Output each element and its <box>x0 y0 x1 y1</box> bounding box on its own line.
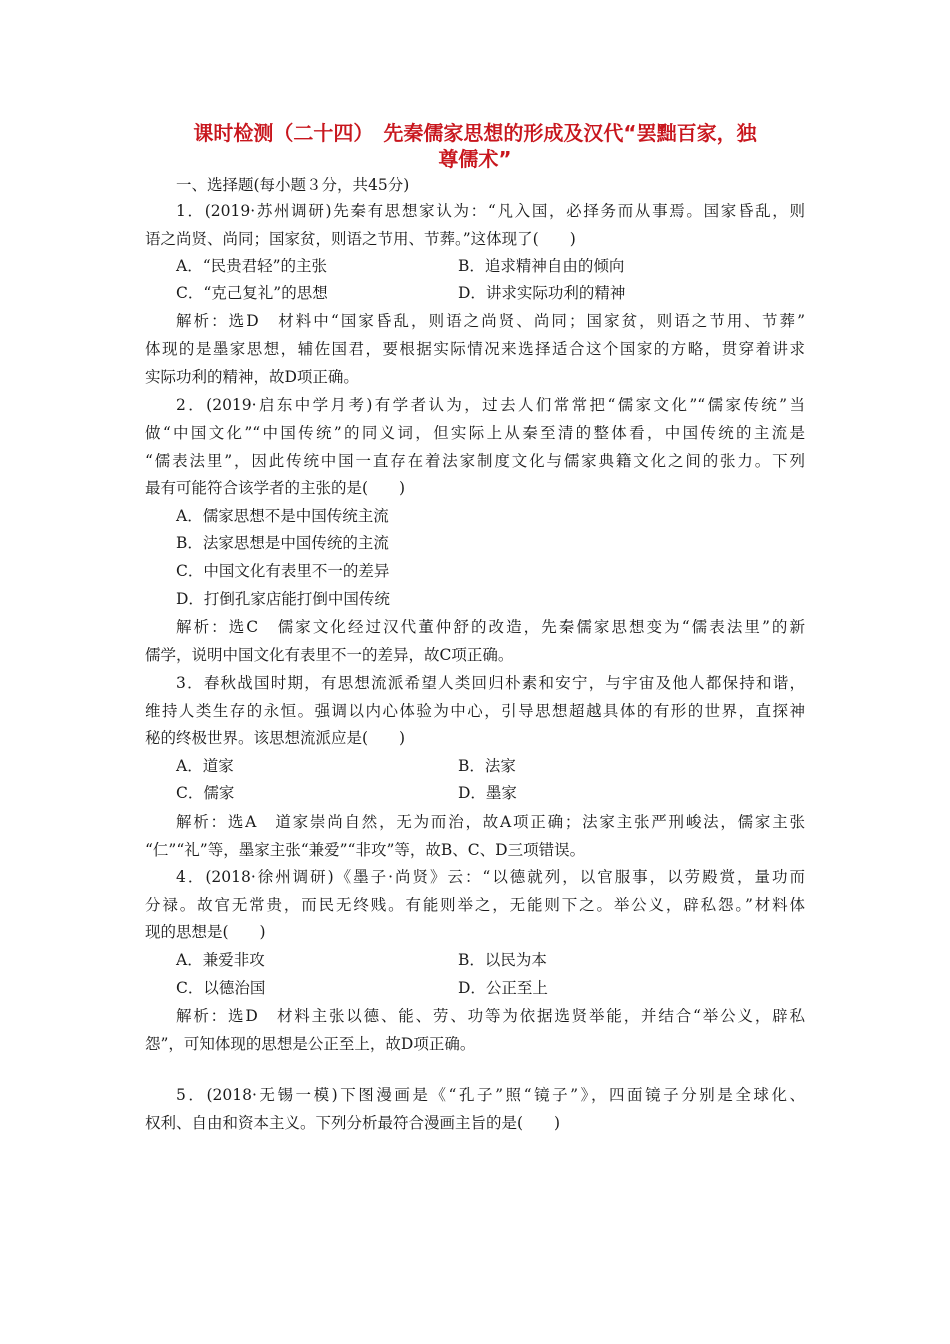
section-heading: 一、选择题(每小题３分，共45分) <box>176 176 410 194</box>
q1-option-c: C．“克己复礼”的思想 <box>176 284 328 302</box>
q5-stem-line-1: 5．(2018·无锡一模)下图漫画是《“孔子”照“镜子”》，四面镜子分别是全球化、 <box>176 1086 805 1104</box>
q2-stem-line-3: “儒表法里”，因此传统中国一直存在着法家制度文化与儒家典籍文化之间的张力。下列 <box>145 452 805 470</box>
q2-option-b: B．法家思想是中国传统的主流 <box>176 534 389 552</box>
q4-answer-line-1: 解析：选D 材料主张以德、能、劳、功等为依据选贤举能，并结合“举公义，辟私 <box>176 1007 805 1025</box>
q1-stem-line-2: 语之尚贤、尚同；国家贫，则语之节用、节葬。”这体现了( ) <box>145 230 576 248</box>
q2-stem-line-2: 做“中国文化”“中国传统”的同义词，但实际上从秦至清的整体看，中国传统的主流是 <box>145 424 805 442</box>
q4-option-c: C．以德治国 <box>176 979 266 997</box>
title-line-1: 课时检测（二十四） 先秦儒家思想的形成及汉代“罢黜百家，独 <box>193 121 757 145</box>
q1-option-b: B．追求精神自由的倾向 <box>458 257 625 275</box>
q3-option-a: A．道家 <box>176 757 234 775</box>
q2-stem-line-4: 最有可能符合该学者的主张的是( ) <box>145 479 406 497</box>
q3-answer-line-2: “仁”“礼”等，墨家主张“兼爱”“非攻”等，故B、C、D三项错误。 <box>145 841 586 859</box>
q3-stem-line-1: 3．春秋战国时期，有思想流派希望人类回归朴素和安宁，与宇宙及他人都保持和谐， <box>176 674 805 692</box>
q1-option-a: A．“民贵君轻”的主张 <box>176 257 328 275</box>
q2-stem-line-1: 2．(2019·启东中学月考)有学者认为，过去人们常常把“儒家文化”“儒家传统”当 <box>176 396 805 414</box>
q4-stem-line-2: 分禄。故官无常贵，而民无终贱。有能则举之，无能则下之。举公义，辟私怨。”材料体 <box>145 896 805 914</box>
q4-stem-line-1: 4．(2018·徐州调研)《墨子·尚贤》云：“以德就列，以官服事，以劳殿赏，量功而 <box>176 868 805 886</box>
q4-option-a: A．兼爱非攻 <box>176 951 265 969</box>
q1-answer-line-1: 解析：选D 材料中“国家昏乱，则语之尚贤、尚同；国家贫，则语之节用、节葬” <box>176 312 805 330</box>
q1-stem-line-1: 1．(2019·苏州调研)先秦有思想家认为：“凡入国，必择务而从事焉。国家昏乱，则 <box>176 202 805 220</box>
q3-option-d: D．墨家 <box>458 784 517 802</box>
q3-answer-line-1: 解析：选A 道家崇尚自然，无为而治，故A项正确；法家主张严刑峻法，儒家主张 <box>176 813 805 831</box>
q2-option-c: C．中国文化有表里不一的差异 <box>176 562 390 580</box>
q4-option-b: B．以民为本 <box>458 951 547 969</box>
q2-option-a: A．儒家思想不是中国传统主流 <box>176 507 389 525</box>
q3-stem-line-3: 秘的终极世界。该思想流派应是( ) <box>145 729 406 747</box>
q4-stem-line-3: 现的思想是( ) <box>145 923 266 941</box>
q5-stem-line-2: 权利、自由和资本主义。下列分析最符合漫画主旨的是( ) <box>145 1114 561 1132</box>
q1-option-d: D．讲求实际功利的精神 <box>458 284 626 302</box>
q2-answer-line-2: 儒学，说明中国文化有表里不一的差异，故C项正确。 <box>145 646 514 664</box>
q1-answer-line-2: 体现的是墨家思想，辅佐国君，要根据实际情况来选择适合这个国家的方略，贯穿着讲求 <box>145 340 805 358</box>
page-title <box>145 120 805 172</box>
title-line-2: 尊儒术” <box>438 147 512 171</box>
q3-option-b: B．法家 <box>458 757 516 775</box>
q2-answer-line-1: 解析：选C 儒家文化经过汉代董仲舒的改造，先秦儒家思想变为“儒表法里”的新 <box>176 618 805 636</box>
q1-answer-line-3: 实际功利的精神，故D项正确。 <box>145 368 359 386</box>
q4-answer-line-2: 怨”，可知体现的思想是公正至上，故D项正确。 <box>145 1035 476 1053</box>
q4-option-d: D．公正至上 <box>458 979 548 997</box>
q3-stem-line-2: 维持人类生存的永恒。强调以内心体验为中心，引导思想超越具体的有形的世界，直探神 <box>145 702 805 720</box>
q3-option-c: C．儒家 <box>176 784 235 802</box>
q2-option-d: D．打倒孔家店能打倒中国传统 <box>176 590 390 608</box>
